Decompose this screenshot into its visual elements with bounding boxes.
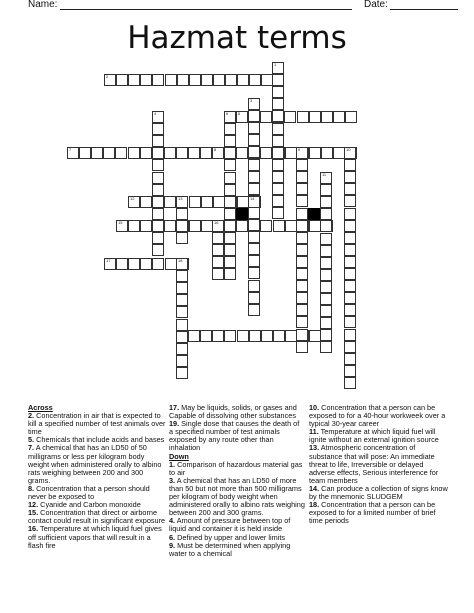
grid-cell[interactable] [344,268,356,280]
cell-number: 10 [346,147,351,152]
grid-cell[interactable] [248,122,260,134]
grid-cell[interactable] [128,258,140,270]
clue-text: Chemicals that include acids and bases [34,435,165,445]
clue-item [28,485,166,501]
grid-cell[interactable] [237,330,249,342]
grid-cell[interactable] [224,135,236,147]
grid-cell[interactable] [296,159,308,171]
grid-cell[interactable] [320,341,332,353]
grid-cell[interactable] [272,110,284,122]
cell-number: 8 [214,147,217,152]
grid-cell[interactable] [103,147,115,159]
grid-cell[interactable] [320,184,332,196]
grid-cell[interactable] [140,258,152,270]
grid-cell[interactable] [272,86,284,98]
grid-cell[interactable] [285,220,297,232]
across-heading: Across [28,403,53,412]
blocked-cell [236,208,248,220]
grid-cell[interactable] [344,147,356,159]
grid-cell[interactable] [224,268,236,280]
clue-number: 16. [28,524,39,534]
cell-number: 1 [274,62,277,67]
grid-cell[interactable] [344,183,356,195]
grid-cell[interactable] [224,123,236,135]
grid-cell[interactable] [344,377,356,389]
grid-cell[interactable] [236,111,248,123]
grid-cell[interactable] [320,305,332,317]
clue-number: 9. [169,540,176,550]
grid-cell[interactable] [296,183,308,195]
grid-cell[interactable] [248,171,260,183]
grid-cell[interactable] [320,269,332,281]
grid-cell[interactable] [309,147,321,159]
grid-cell[interactable] [177,74,189,86]
grid-cell[interactable] [213,74,225,86]
grid-cell[interactable] [152,208,164,220]
grid-cell[interactable] [152,244,164,256]
grid-cell[interactable] [116,220,128,232]
grid-cell[interactable] [176,355,188,367]
grid-cell[interactable] [309,220,321,232]
grid-cell[interactable] [164,220,176,232]
grid-cell[interactable] [296,232,308,244]
clue-text: Atmospheric concentration of substance that will pose: An immediate threat to life, Irreversible or delayed adverse effects, Serious interference for team members [309,443,439,485]
grid-cell[interactable] [152,220,164,232]
grid-cell[interactable] [152,123,164,135]
grid-cell[interactable] [200,330,212,342]
grid-cell[interactable] [128,196,140,208]
cell-number: 7 [69,147,72,152]
grid-cell[interactable] [344,208,356,220]
grid-cell[interactable] [248,110,260,122]
clues-column-3 [309,404,449,525]
clue-number: 3. [169,475,176,485]
clue-text: A chemical that has an LD50 of 50 milligrams or less per kilogram body weight when administered orally to albino rats weighing between 200 and 300 grams. [28,443,162,485]
grid-cell[interactable] [284,111,296,123]
grid-cell[interactable] [248,134,260,146]
clue-text: Comparison of hazardous material gas to air [169,459,303,477]
clue-number: 13. [309,443,320,453]
grid-cell[interactable] [296,341,308,353]
grid-cell[interactable] [320,257,332,269]
grid-cell[interactable] [296,256,308,268]
grid-cell[interactable] [248,280,260,292]
clue-number: 19. [169,419,180,429]
grid-cell[interactable] [344,244,356,256]
clue-text: May be liquids, solids, or gases and Capable of dissolving other substances [169,403,297,421]
grid-cell[interactable] [176,343,188,355]
grid-cell[interactable] [272,135,284,147]
grid-cell[interactable] [116,258,128,270]
grid-cell[interactable] [152,172,164,184]
grid-cell[interactable] [296,280,308,292]
grid-cell[interactable] [272,195,284,207]
grid-cell[interactable] [344,316,356,328]
cell-number: 16 [214,220,219,225]
grid-cell[interactable] [224,256,236,268]
grid-cell[interactable] [320,220,332,232]
grid-cell[interactable] [296,220,308,232]
clue-item [309,444,449,484]
grid-cell[interactable] [260,111,272,123]
grid-cell[interactable] [344,304,356,316]
grid-cell[interactable] [224,172,236,184]
grid-cell[interactable] [273,220,285,232]
grid-cell[interactable] [189,196,201,208]
grid-cell[interactable] [128,220,140,232]
grid-cell[interactable] [176,147,188,159]
grid-cell[interactable] [212,330,224,342]
grid-cell[interactable] [248,292,260,304]
grid-cell[interactable] [201,74,213,86]
grid-cell[interactable] [320,245,332,257]
clue-item [309,404,449,428]
grid-cell[interactable] [320,293,332,305]
grid-cell[interactable] [224,159,236,171]
clue-text: Can produce a collection of signs know by the mnemonic SLUDGEM [309,483,448,502]
across-clue-list-continued [169,404,305,453]
grid-cell[interactable] [344,256,356,268]
grid-cell[interactable] [272,74,284,86]
cell-number: 11 [322,172,327,177]
grid-cell[interactable] [272,123,284,135]
clue-number: 15. [28,508,39,518]
grid-cell[interactable] [176,294,188,306]
clue-number: 17. [169,403,180,412]
clue-text: Amount of pressure between top of liquid and container it is held inside [169,516,291,534]
grid-cell[interactable] [344,232,356,244]
grid-cell[interactable] [273,330,285,342]
clue-number: 2. [28,411,35,421]
grid-cell[interactable] [164,147,176,159]
grid-cell[interactable] [296,208,308,220]
grid-cell[interactable] [225,74,237,86]
grid-cell[interactable] [321,147,333,159]
grid-cell[interactable] [272,171,284,183]
grid-cell[interactable] [224,220,236,232]
clues-column-1 [28,404,166,550]
grid-cell[interactable] [344,341,356,353]
grid-cell[interactable] [248,219,260,231]
grid-cell[interactable] [296,147,308,159]
grid-cell[interactable] [248,98,260,110]
grid-cell[interactable] [320,281,332,293]
grid-cell[interactable] [224,208,236,220]
clue-number: 1. [169,459,176,469]
grid-cell[interactable] [212,220,224,232]
grid-cell[interactable] [309,111,321,123]
clue-item [169,404,305,420]
grid-cell[interactable] [249,74,261,86]
blocked-cell [308,208,320,220]
across-clue-list [28,412,166,550]
grid-cell[interactable] [176,270,188,282]
cell-number: 6 [226,111,229,116]
grid-cell[interactable] [248,255,260,267]
grid-cell[interactable] [224,232,236,244]
clue-item [28,444,166,484]
clue-item [309,428,449,444]
grid-cell[interactable] [152,196,164,208]
grid-cell[interactable] [224,330,236,342]
grid-cell[interactable] [212,268,224,280]
down-clue-list [169,461,305,558]
grid-cell[interactable] [165,258,177,270]
cell-number: 15 [118,220,123,225]
clue-number: 11. [309,427,319,437]
grid-cell[interactable] [188,147,200,159]
grid-cell[interactable] [140,220,152,232]
grid-cell[interactable] [165,74,177,86]
clue-text: Concentration that direct or airborne contact could result in significant exposure [28,508,166,526]
grid-cell[interactable] [128,74,140,86]
clue-text: Concentration in air that is expected to kill a specified number of test animals over time [28,411,166,437]
grid-cell[interactable] [272,98,284,110]
grid-cell[interactable] [296,329,308,341]
clue-text: Single dose that causes the death of a specified number of test animals exposed by any route other than inhalation [169,419,300,453]
name-label: Name: [28,0,58,10]
grid-cell[interactable] [344,292,356,304]
grid-cell[interactable] [164,196,176,208]
clue-item [169,517,305,533]
grid-cell[interactable] [248,207,260,219]
grid-cell[interactable] [176,367,188,379]
grid-cell[interactable] [91,147,103,159]
grid-cell[interactable] [128,147,140,159]
grid-cell[interactable] [272,207,284,219]
grid-cell[interactable] [248,159,260,171]
grid-cell[interactable] [176,319,188,331]
clue-text: Concentration that a person can be exposed to for a 40-hour workweek over a typical 30-year career [309,403,446,429]
grid-cell[interactable] [345,111,357,123]
grid-cell[interactable] [236,220,248,232]
grid-cell[interactable] [344,353,356,365]
cell-number: 4 [154,111,157,116]
grid-cell[interactable] [249,330,261,342]
grid-cell[interactable] [344,329,356,341]
grid-cell[interactable] [201,196,213,208]
grid-cell[interactable] [248,146,260,158]
grid-cell[interactable] [320,196,332,208]
grid-cell[interactable] [176,306,188,318]
grid-cell[interactable] [320,172,332,184]
grid-cell[interactable] [236,147,248,159]
grid-cell[interactable] [296,304,308,316]
grid-cell[interactable] [176,208,188,220]
grid-cell[interactable] [344,171,356,183]
grid-cell[interactable] [296,268,308,280]
grid-cell[interactable] [176,331,188,343]
grid-cell[interactable] [212,232,224,244]
clue-text: Temperature at which liquid fuel gives off sufficient vapors that will result in a flash fire [28,524,162,550]
grid-cell[interactable] [189,74,201,86]
clue-number: 6. [169,532,176,542]
clue-number: 4. [169,516,176,526]
grid-cell[interactable] [224,111,236,123]
grid-cell[interactable] [344,220,356,232]
grid-cell[interactable] [248,243,260,255]
cell-number: 2 [106,74,109,79]
clue-text: Concentration that a person should never be exposed to [28,483,150,502]
clue-item [169,542,305,558]
grid-cell[interactable] [152,159,164,171]
grid-cell[interactable] [344,195,356,207]
grid-cell[interactable] [213,196,225,208]
grid-cell[interactable] [176,220,188,232]
clue-number: 18. [309,500,320,510]
grid-cell[interactable] [176,258,188,270]
grid-cell[interactable] [320,233,332,245]
grid-cell[interactable] [176,232,188,244]
grid-cell[interactable] [320,208,332,220]
clue-text: Defined by upper and lower limits [175,532,286,542]
grid-cell[interactable] [152,135,164,147]
grid-cell[interactable] [188,330,200,342]
cell-number: 17 [106,258,111,263]
grid-cell[interactable] [285,147,297,159]
clue-item [28,412,166,436]
grid-cell[interactable] [296,244,308,256]
grid-cell[interactable] [248,183,260,195]
grid-cell[interactable] [261,330,273,342]
cell-number: 13 [178,196,183,201]
grid-cell[interactable] [152,184,164,196]
grid-cell[interactable] [176,196,188,208]
grid-cell[interactable] [272,147,284,159]
clue-item [309,501,449,525]
grid-cell[interactable] [248,267,260,279]
grid-cell[interactable] [272,62,284,74]
date-label: Date: [364,0,388,10]
clue-text: Cyanide and Carbon monoxide [38,500,141,510]
grid-cell[interactable] [152,147,164,159]
grid-cell[interactable] [201,220,213,232]
grid-cell[interactable] [115,147,127,159]
down-heading: Down [169,451,189,461]
grid-cell[interactable] [79,147,91,159]
grid-cell[interactable] [237,74,249,86]
clue-item [169,420,305,452]
grid-cell[interactable] [212,147,224,159]
grid-cell[interactable] [344,365,356,377]
down-clue-list-continued [309,404,449,525]
grid-cell[interactable] [176,282,188,294]
grid-cell[interactable] [104,74,116,86]
grid-cell[interactable] [140,147,152,159]
clue-number: 8. [28,483,35,493]
cell-number: 12 [130,196,135,201]
grid-cell[interactable] [140,74,152,86]
clue-item [169,477,305,517]
grid-cell[interactable] [296,171,308,183]
grid-cell[interactable] [224,196,236,208]
cell-number: 18 [178,258,183,263]
clues-column-2 [169,404,305,558]
grid-cell[interactable] [272,183,284,195]
grid-cell[interactable] [224,184,236,196]
grid-cell[interactable] [296,195,308,207]
cell-number: 3 [250,98,253,103]
grid-cell[interactable] [260,220,272,232]
grid-cell[interactable] [296,316,308,328]
cell-number: 5 [238,111,241,116]
grid-cell[interactable] [248,196,260,208]
grid-cell[interactable] [297,111,309,123]
cell-number: 9 [298,147,301,152]
grid-cell[interactable] [344,280,356,292]
clue-number: 5. [28,435,35,445]
grid-cell[interactable] [104,258,116,270]
grid-cell[interactable] [296,292,308,304]
clue-number: 7. [28,443,35,453]
clue-item [28,509,166,525]
grid-cell[interactable] [152,232,164,244]
clue-item [169,461,305,477]
grid-cell[interactable] [189,220,201,232]
grid-cell[interactable] [224,147,236,159]
clue-text: A chemical that has an LD50 of more than 50 but not more than 500 milligrams per kilogram of body weight when administered orally to albino rats weighing between 200 and 300 grams. [169,475,305,518]
grid-cell[interactable] [224,244,236,256]
cell-number: 14 [250,196,255,201]
grid-cell[interactable] [152,74,164,86]
clue-number: 12. [28,500,39,510]
grid-cell[interactable] [320,329,332,341]
grid-cell[interactable] [67,147,79,159]
grid-cell[interactable] [152,258,164,270]
grid-cell[interactable] [212,256,224,268]
clue-text: Must be determined when applying water to a chemical [169,540,291,558]
clue-number: 10. [309,403,320,412]
grid-cell[interactable] [248,304,260,316]
grid-cell[interactable] [333,111,345,123]
clues-section [0,404,474,613]
grid-cell[interactable] [260,147,272,159]
clue-item [28,525,166,549]
page-title: Hazmat terms [127,20,347,56]
grid-cell[interactable] [248,231,260,243]
clue-text: Concentration that a person can be exposed to for a limited number of brief time periods [309,500,436,526]
grid-cell[interactable] [200,147,212,159]
clue-item [309,485,449,501]
grid-cell[interactable] [116,74,128,86]
grid-cell[interactable] [140,196,152,208]
clue-text: Temperature at which liquid fuel will ignite without an external ignition source [309,427,439,445]
grid-cell[interactable] [321,111,333,123]
grid-cell[interactable] [344,159,356,171]
grid-cell[interactable] [272,159,284,171]
clue-number: 14. [309,483,320,493]
grid-cell[interactable] [212,244,224,256]
grid-cell[interactable] [152,111,164,123]
grid-cell[interactable] [320,317,332,329]
